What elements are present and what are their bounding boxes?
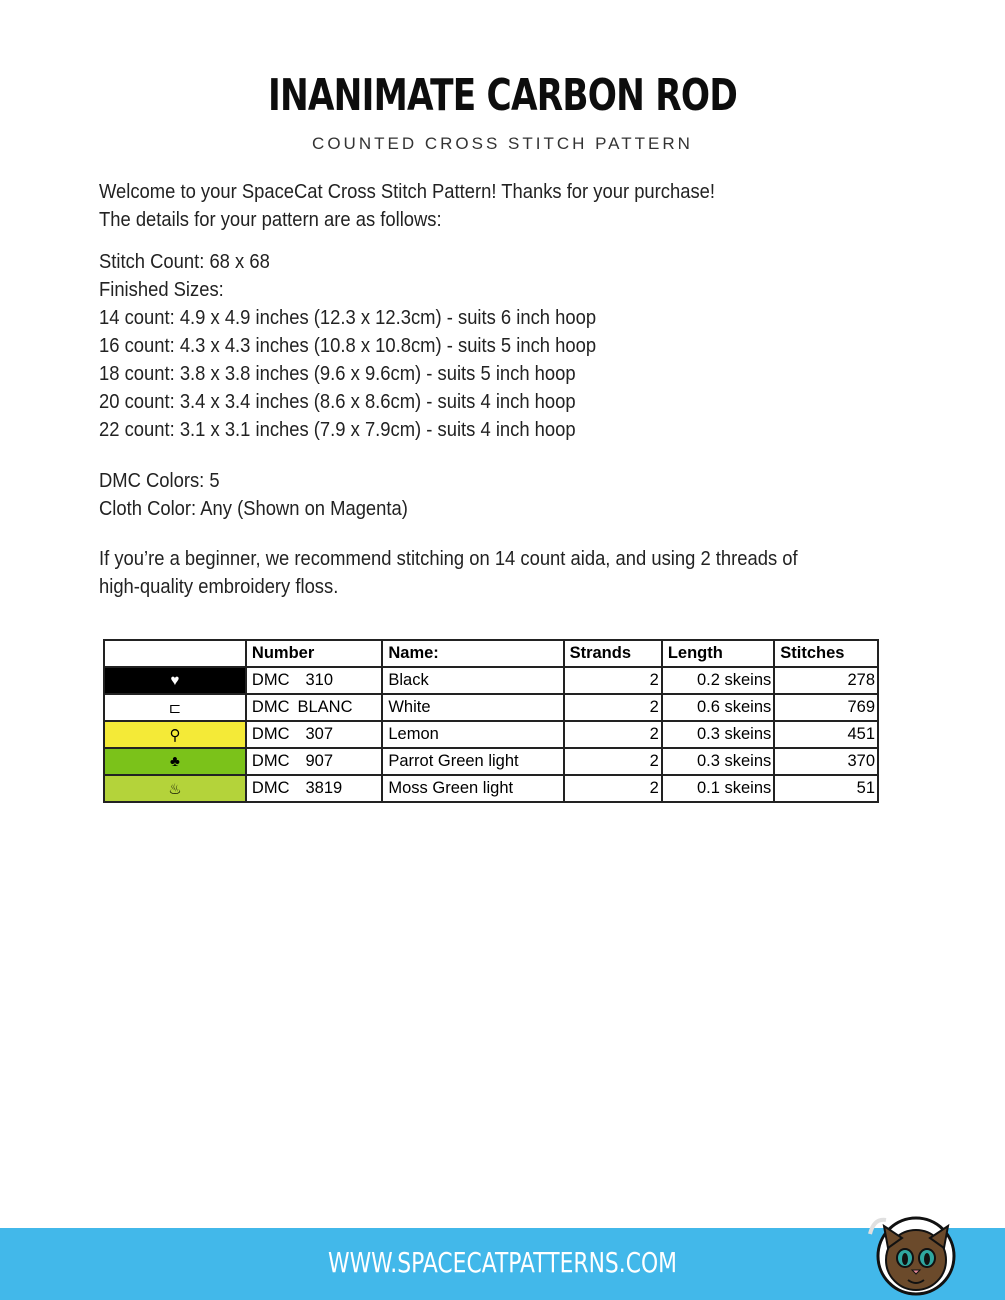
strands-cell: 2: [564, 721, 662, 748]
table-row: [104, 667, 878, 694]
length-cell: 0.6 skeins: [662, 694, 774, 721]
cloth-color: Cloth Color: Any (Shown on Magenta): [99, 498, 408, 520]
size-line: 14 count: 4.9 x 4.9 inches (12.3 x 12.3cm) - suits 6 inch hoop: [99, 307, 597, 329]
brand-label: DMC: [251, 725, 290, 743]
symbol-swatch: [104, 694, 246, 721]
brand-label: DMC: [251, 752, 290, 770]
website-url[interactable]: WWW.SPACECATPATTERNS.COM: [327, 1246, 678, 1279]
pattern-title: INANIMATE CARBON ROD: [267, 70, 738, 121]
header-name: Name:: [382, 640, 563, 667]
table-row: [104, 721, 878, 748]
stitches-cell: 451: [774, 721, 878, 748]
brand-label: DMC: [251, 671, 290, 689]
table-row: [104, 775, 878, 802]
stitches-cell: 278: [774, 667, 878, 694]
brand-label: DMC: [251, 698, 290, 716]
club-icon: ♣: [170, 753, 180, 770]
table-header-row: [104, 640, 878, 667]
advice-text: If you’re a beginner, we recommend stitching on 14 count aida, and using 2 threads of high-quality embroidery floss.: [99, 548, 798, 598]
beginner-advice: [99, 545, 835, 601]
size-line: 16 count: 4.3 x 4.3 inches (10.8 x 10.8cm) - suits 5 inch hoop: [99, 335, 597, 357]
color-code: 307: [305, 725, 334, 743]
magnifier-icon: ⚲: [169, 726, 181, 744]
footer-bar: [0, 1228, 1005, 1300]
symbol-swatch: [104, 775, 246, 802]
table-row: [104, 748, 878, 775]
intro-line: Welcome to your SpaceCat Cross Stitch Pattern! Thanks for your purchase!: [99, 181, 715, 203]
number-cell: [246, 748, 382, 775]
pattern-subtitle: COUNTED CROSS STITCH PATTERN: [312, 134, 693, 153]
stitches-cell: 769: [774, 694, 878, 721]
intro-line: The details for your pattern are as follows:: [99, 209, 442, 231]
header-number: Number: [246, 640, 382, 667]
number-cell: [246, 667, 382, 694]
finished-sizes-label: Finished Sizes:: [99, 279, 224, 301]
stitch-count: Stitch Count: 68 x 68: [99, 251, 270, 273]
number-cell: [246, 694, 382, 721]
header-stitches: Stitches: [774, 640, 878, 667]
spacecat-logo-icon: [866, 1214, 962, 1296]
color-code: 310: [305, 671, 334, 689]
color-name-cell: Black: [382, 667, 563, 694]
length-cell: 0.2 skeins: [662, 667, 774, 694]
color-code: BLANC: [297, 698, 353, 716]
color-name-cell: Lemon: [382, 721, 563, 748]
intro-text: [99, 178, 835, 234]
floss-table: [103, 639, 879, 803]
strands-cell: 2: [564, 694, 662, 721]
color-name-cell: White: [382, 694, 563, 721]
stitches-cell: 370: [774, 748, 878, 775]
length-cell: 0.3 skeins: [662, 748, 774, 775]
stitches-cell: 51: [774, 775, 878, 802]
size-line: 20 count: 3.4 x 3.4 inches (8.6 x 8.6cm) - suits 4 inch hoop: [99, 391, 576, 413]
hot-springs-icon: ♨: [168, 780, 182, 798]
header-length: Length: [662, 640, 774, 667]
strands-cell: 2: [564, 748, 662, 775]
dmc-colors-count: DMC Colors: 5: [99, 470, 220, 492]
length-cell: 0.1 skeins: [662, 775, 774, 802]
length-cell: 0.3 skeins: [662, 721, 774, 748]
symbol-swatch: [104, 721, 246, 748]
number-cell: [246, 775, 382, 802]
table-row: [104, 694, 878, 721]
brand-label: DMC: [251, 779, 290, 797]
strands-cell: 2: [564, 667, 662, 694]
color-code: 907: [305, 752, 334, 770]
size-details: [99, 248, 835, 444]
size-line: 18 count: 3.8 x 3.8 inches (9.6 x 9.6cm) - suits 5 inch hoop: [99, 363, 576, 385]
size-line: 22 count: 3.1 x 3.1 inches (7.9 x 7.9cm) - suits 4 inch hoop: [99, 419, 576, 441]
header-strands: Strands: [564, 640, 662, 667]
color-details: [99, 467, 835, 523]
number-cell: [246, 721, 382, 748]
bracket-icon: ⊏: [168, 699, 182, 717]
color-name-cell: Parrot Green light: [382, 748, 563, 775]
symbol-swatch: [104, 748, 246, 775]
header-symbol: [104, 640, 246, 667]
symbol-swatch: [104, 667, 246, 694]
heart-icon: ♥: [170, 672, 180, 689]
color-code: 3819: [305, 779, 343, 797]
strands-cell: 2: [564, 775, 662, 802]
color-name-cell: Moss Green light: [382, 775, 563, 802]
